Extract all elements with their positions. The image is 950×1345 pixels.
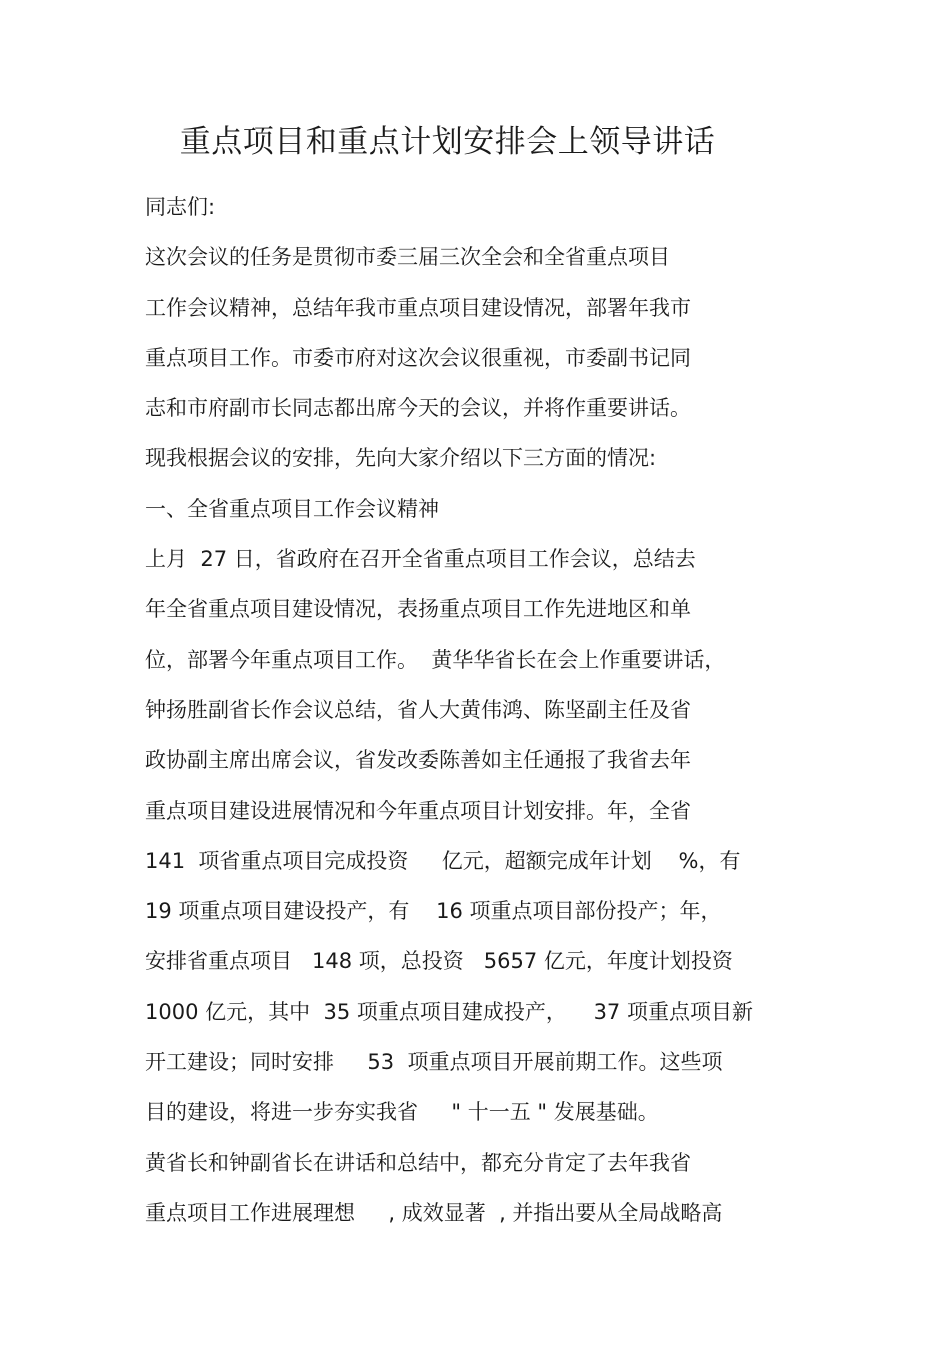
- text-line: 钟扬胜副省长作会议总结，省人大黄伟鸿、陈坚副主任及省: [145, 697, 691, 722]
- text-line: 1000 亿元，其中 35 项重点项目建成投产， 37 项重点项目新: [145, 999, 753, 1024]
- text-line: 重点项目建设进展情况和今年重点项目计划安排。年，全省: [145, 798, 691, 823]
- text-line: 政协副主席出席会议，省发改委陈善如主任通报了我省去年: [145, 748, 691, 773]
- text-line: 年全省重点项目建设情况，表扬重点项目工作先进地区和单: [145, 597, 691, 622]
- text-line: 安排省重点项目 148 项，总投资 5657 亿元，年度计划投资: [145, 949, 733, 974]
- text-line: 141 项省重点项目完成投资 亿元，超额完成年计划 %，有: [145, 848, 741, 873]
- text-line: 黄省长和钟副省长在讲话和总结中，都充分肯定了去年我省: [145, 1150, 691, 1175]
- section-heading: 一、全省重点项目工作会议精神: [145, 496, 439, 521]
- document-title: 重点项目和重点计划安排会上领导讲话: [179, 124, 716, 160]
- text-line: 上月 27 日，省政府在召开全省重点项目工作会议，总结去: [145, 547, 696, 572]
- salutation-line: 同志们:: [145, 195, 216, 219]
- text-line: 工作会议精神，总结年我市重点项目建设情况，部署年我市: [145, 295, 691, 320]
- text-line: 开工建设；同时安排 53 项重点项目开展前期工作。这些项: [145, 1050, 723, 1075]
- text-line: 目的建设，将进一步夯实我省 " 十一五 " 发展基础。: [145, 1100, 659, 1125]
- document-body: [145, 182, 845, 1238]
- text-line: 重点项目工作。市委市府对这次会议很重视，市委副书记同: [145, 345, 691, 370]
- text-line: 志和市府副市长同志都出席今天的会议，并将作重要讲话。: [145, 396, 691, 421]
- text-line: 19 项重点项目建设投产，有 16 项重点项目部份投产；年，: [145, 899, 722, 924]
- text-line: 重点项目工作进展理想 , 成效显著 , 并指出要从全局战略高: [145, 1200, 723, 1225]
- text-line: 位，部署今年重点项目工作。 黄华华省长在会上作重要讲话，: [145, 647, 726, 672]
- text-line: 这次会议的任务是贯彻市委三届三次全会和全省重点项目: [145, 245, 670, 270]
- text-line: 现我根据会议的安排，先向大家介绍以下三方面的情况:: [145, 446, 657, 471]
